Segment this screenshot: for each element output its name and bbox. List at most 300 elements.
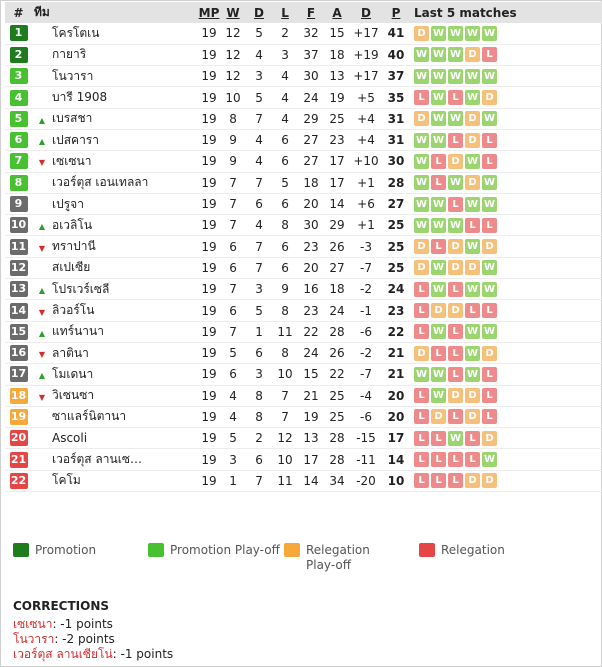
table-row[interactable] <box>5 23 602 44</box>
form-badge[interactable]: W <box>416 49 428 61</box>
form-badge[interactable]: L <box>448 409 463 424</box>
col-header-mp[interactable]: MP <box>198 2 220 23</box>
form-badge[interactable]: L <box>465 452 480 467</box>
rank-badge: 19 <box>10 409 27 423</box>
form-badge[interactable]: D <box>465 260 480 275</box>
form-cell <box>410 364 602 385</box>
form-cell <box>410 151 602 172</box>
form-badge[interactable]: W <box>467 155 479 167</box>
rank-cell <box>5 172 32 193</box>
form-badge[interactable]: D <box>448 154 463 169</box>
form-cell <box>410 44 602 65</box>
form-badge[interactable]: L <box>414 324 429 339</box>
form-badge[interactable]: W <box>433 283 445 295</box>
form-badge[interactable]: W <box>467 241 479 253</box>
form-badge[interactable]: D <box>448 239 463 254</box>
form-badge[interactable]: L <box>448 324 463 339</box>
form-badge[interactable]: L <box>482 218 497 233</box>
form-badge[interactable]: W <box>416 177 428 189</box>
form-badge[interactable]: W <box>433 390 445 402</box>
trend-cell <box>32 172 52 193</box>
form-badge[interactable]: L <box>448 133 463 148</box>
form-badge[interactable]: L <box>414 282 429 297</box>
form-badge[interactable]: L <box>482 409 497 424</box>
stat-a: 18 <box>324 44 350 65</box>
stat-a: 28 <box>324 321 350 342</box>
legend-swatch-playoff <box>148 543 164 557</box>
stat-w: 7 <box>220 172 246 193</box>
form-badge[interactable]: W <box>433 262 445 274</box>
stat-f: 29 <box>298 108 324 129</box>
form-badge[interactable]: D <box>465 111 480 126</box>
form-badge[interactable]: D <box>465 47 480 62</box>
rank-badge: 18 <box>10 388 27 402</box>
stat-diff: +17 <box>350 66 382 87</box>
stat-f: 37 <box>298 44 324 65</box>
rank-badge: 6 <box>10 132 28 148</box>
form-badge[interactable]: L <box>448 197 463 212</box>
team-name-link[interactable]: บารี 1908 <box>52 87 198 108</box>
rank-cell <box>5 279 32 300</box>
stat-a: 15 <box>324 23 350 44</box>
stat-mp: 19 <box>198 151 220 172</box>
team-name-link[interactable]: โปรเวร์เซลี <box>52 279 198 300</box>
form-badge[interactable]: D <box>482 431 497 446</box>
stat-l: 6 <box>272 257 298 278</box>
rank-cell <box>5 66 32 87</box>
form-badge[interactable]: D <box>465 175 480 190</box>
stat-d: 8 <box>246 385 272 406</box>
table-row[interactable] <box>5 215 602 236</box>
stat-points: 25 <box>382 257 410 278</box>
form-badge[interactable]: D <box>448 260 463 275</box>
correction-item <box>13 632 115 647</box>
stat-diff: -6 <box>350 321 382 342</box>
team-name-link[interactable]: เซเซนา <box>52 151 198 172</box>
table-row[interactable] <box>5 342 602 363</box>
team-name-link[interactable]: อเวลิโน <box>52 215 198 236</box>
form-badge[interactable]: W <box>467 368 479 380</box>
form-badge[interactable]: W <box>467 198 479 210</box>
stat-a: 22 <box>324 364 350 385</box>
stat-points: 31 <box>382 129 410 150</box>
form-badge[interactable]: L <box>431 154 446 169</box>
team-name-link[interactable]: ซาแลร์นิตานา <box>52 406 198 427</box>
form-badge[interactable]: W <box>450 177 462 189</box>
form-badge[interactable]: L <box>482 47 497 62</box>
trend-cell <box>32 193 52 214</box>
stat-w: 9 <box>220 129 246 150</box>
trend-cell <box>32 108 52 129</box>
form-badge[interactable]: L <box>465 303 480 318</box>
form-badge[interactable]: L <box>414 388 429 403</box>
form-badge[interactable]: L <box>448 367 463 382</box>
stat-f: 21 <box>298 385 324 406</box>
stat-diff: +1 <box>350 215 382 236</box>
stat-a: 17 <box>324 172 350 193</box>
stat-d: 7 <box>246 236 272 257</box>
form-badge[interactable]: W <box>484 113 496 125</box>
team-name-link[interactable]: เวอร์ตุส ลานเซ… <box>52 449 198 470</box>
table-row[interactable] <box>5 279 602 300</box>
stat-mp: 19 <box>198 428 220 449</box>
form-badge[interactable]: D <box>414 346 429 361</box>
form-badge[interactable]: D <box>482 473 497 488</box>
team-name-link[interactable]: โคโม <box>52 470 198 491</box>
stat-w: 6 <box>220 300 246 321</box>
form-badge[interactable]: W <box>484 177 496 189</box>
stat-l: 7 <box>272 406 298 427</box>
stat-a: 25 <box>324 108 350 129</box>
form-badge[interactable]: D <box>414 111 429 126</box>
form-badge[interactable]: L <box>414 452 429 467</box>
form-cell <box>410 66 602 87</box>
rank-badge: 7 <box>10 153 28 169</box>
form-badge[interactable]: W <box>433 113 445 125</box>
trend-up-icon: ▲ <box>38 371 46 381</box>
form-badge[interactable]: L <box>448 90 463 105</box>
form-badge[interactable]: D <box>414 26 429 41</box>
stat-a: 26 <box>324 342 350 363</box>
stat-l: 8 <box>272 215 298 236</box>
rank-badge: 1 <box>10 25 28 41</box>
stat-f: 16 <box>298 279 324 300</box>
team-name-link[interactable]: เปสคารา <box>52 129 198 150</box>
form-badge[interactable]: W <box>484 326 496 338</box>
form-badge[interactable]: L <box>431 239 446 254</box>
form-badge[interactable]: W <box>433 219 445 231</box>
stat-f: 15 <box>298 364 324 385</box>
stat-f: 19 <box>298 406 324 427</box>
stat-w: 6 <box>220 236 246 257</box>
legend-item-relegation-playoff <box>284 543 386 573</box>
form-cell <box>410 172 602 193</box>
stat-d: 3 <box>246 66 272 87</box>
team-name-link[interactable]: ลาตินา <box>52 342 198 363</box>
table-row[interactable] <box>5 66 602 87</box>
form-badge[interactable]: W <box>433 198 445 210</box>
rank-cell <box>5 342 32 363</box>
form-badge[interactable]: W <box>416 155 428 167</box>
form-badge[interactable]: L <box>414 303 429 318</box>
correction-team[interactable]: เซเซนา <box>13 617 53 631</box>
rank-cell <box>5 428 32 449</box>
rank-badge: 10 <box>10 218 27 232</box>
stat-a: 26 <box>324 236 350 257</box>
form-badge[interactable]: W <box>433 70 445 82</box>
rank-cell <box>5 236 32 257</box>
table-row[interactable] <box>5 108 602 129</box>
stat-w: 6 <box>220 364 246 385</box>
stat-diff: +4 <box>350 129 382 150</box>
table-row[interactable] <box>5 257 602 278</box>
stat-diff: +5 <box>350 87 382 108</box>
rank-badge: 22 <box>10 473 27 487</box>
form-badge[interactable]: D <box>465 388 480 403</box>
stat-w: 12 <box>220 44 246 65</box>
trend-cell <box>32 236 52 257</box>
col-header-l[interactable]: L <box>272 2 298 23</box>
stat-mp: 19 <box>198 215 220 236</box>
stat-mp: 19 <box>198 279 220 300</box>
rank-badge: 13 <box>10 282 27 296</box>
form-badge[interactable]: D <box>465 133 480 148</box>
form-badge[interactable]: W <box>484 262 496 274</box>
form-badge[interactable]: W <box>416 219 428 231</box>
form-badge[interactable]: W <box>450 219 462 231</box>
form-badge[interactable]: W <box>450 27 462 39</box>
form-badge[interactable]: W <box>467 347 479 359</box>
form-badge[interactable]: W <box>450 113 462 125</box>
form-badge[interactable]: L <box>482 303 497 318</box>
rank-cell <box>5 321 32 342</box>
stat-diff: -4 <box>350 385 382 406</box>
stat-diff: -7 <box>350 257 382 278</box>
stat-points: 21 <box>382 342 410 363</box>
stat-mp: 19 <box>198 385 220 406</box>
stat-w: 7 <box>220 193 246 214</box>
col-header-f[interactable]: F <box>298 2 324 23</box>
table-row[interactable] <box>5 406 602 427</box>
form-cell <box>410 215 602 236</box>
stat-f: 24 <box>298 342 324 363</box>
form-badge[interactable]: W <box>450 49 462 61</box>
team-name-link[interactable]: ทราปานี <box>52 236 198 257</box>
legend-swatch-relegation <box>419 543 435 557</box>
stat-d: 6 <box>246 342 272 363</box>
trend-down-icon: ▼ <box>38 243 46 253</box>
table-row[interactable] <box>5 193 602 214</box>
team-name-link[interactable]: แทร์นานา <box>52 321 198 342</box>
form-badge[interactable]: L <box>465 218 480 233</box>
team-name-link[interactable]: เบรสชา <box>52 108 198 129</box>
stat-f: 27 <box>298 151 324 172</box>
form-badge[interactable]: W <box>467 92 479 104</box>
stat-mp: 19 <box>198 449 220 470</box>
form-cell <box>410 193 602 214</box>
stat-w: 1 <box>220 470 246 491</box>
form-cell <box>410 449 602 470</box>
form-badge[interactable]: L <box>482 133 497 148</box>
stat-d: 3 <box>246 279 272 300</box>
legend-swatch-relegation-playoff <box>284 543 300 557</box>
table-row[interactable] <box>5 449 602 470</box>
stat-d: 7 <box>246 172 272 193</box>
form-badge[interactable]: W <box>467 283 479 295</box>
form-badge[interactable]: L <box>482 367 497 382</box>
team-name-link[interactable]: Ascoli <box>52 428 198 449</box>
team-name-link[interactable]: กายาริ <box>52 44 198 65</box>
team-name-link[interactable]: สเปเซีย <box>52 257 198 278</box>
form-badge[interactable]: W <box>467 27 479 39</box>
rank-cell <box>5 108 32 129</box>
stat-l: 4 <box>272 87 298 108</box>
team-name-link[interactable]: วิเซนซา <box>52 385 198 406</box>
stat-w: 3 <box>220 449 246 470</box>
table-row[interactable] <box>5 236 602 257</box>
form-badge[interactable]: D <box>431 303 446 318</box>
col-header-d[interactable]: D <box>246 2 272 23</box>
legend-label: Relegation <box>441 543 505 557</box>
form-badge[interactable]: W <box>467 326 479 338</box>
stat-l: 12 <box>272 428 298 449</box>
stat-l: 8 <box>272 300 298 321</box>
form-badge[interactable]: W <box>433 326 445 338</box>
form-badge[interactable]: L <box>414 473 429 488</box>
stat-mp: 19 <box>198 321 220 342</box>
rank-cell <box>5 257 32 278</box>
form-badge[interactable]: W <box>484 198 496 210</box>
form-badge[interactable]: W <box>416 368 428 380</box>
stat-f: 17 <box>298 449 324 470</box>
stat-f: 30 <box>298 215 324 236</box>
stat-points: 25 <box>382 215 410 236</box>
stat-a: 25 <box>324 385 350 406</box>
team-name-link[interactable]: โมเดนา <box>52 364 198 385</box>
col-header-a[interactable]: A <box>324 2 350 23</box>
stat-l: 8 <box>272 342 298 363</box>
legend-item-promotion <box>13 543 96 558</box>
rank-badge: 11 <box>10 239 27 253</box>
form-cell <box>410 279 602 300</box>
col-header-diff[interactable]: D <box>350 2 382 23</box>
stat-l: 4 <box>272 66 298 87</box>
form-badge[interactable]: L <box>465 431 480 446</box>
form-badge[interactable]: W <box>416 70 428 82</box>
stat-mp: 19 <box>198 406 220 427</box>
form-badge[interactable]: W <box>450 70 462 82</box>
form-badge[interactable]: D <box>465 473 480 488</box>
table-row[interactable] <box>5 129 602 150</box>
table-row[interactable] <box>5 300 602 321</box>
col-header-w[interactable]: W <box>220 2 246 23</box>
form-badge[interactable]: W <box>484 283 496 295</box>
trend-cell <box>32 87 52 108</box>
form-badge[interactable]: W <box>433 92 445 104</box>
form-badge[interactable]: L <box>431 431 446 446</box>
table-row[interactable] <box>5 385 602 406</box>
team-name-link[interactable]: โนวารา <box>52 66 198 87</box>
form-badge[interactable]: W <box>433 27 445 39</box>
stat-w: 8 <box>220 108 246 129</box>
stat-f: 20 <box>298 193 324 214</box>
form-badge[interactable]: L <box>482 388 497 403</box>
form-badge[interactable]: L <box>414 431 429 446</box>
form-badge[interactable]: D <box>431 409 446 424</box>
table-row[interactable] <box>5 87 602 108</box>
form-cell <box>410 257 602 278</box>
trend-cell <box>32 470 52 491</box>
form-badge[interactable]: L <box>414 90 429 105</box>
form-badge[interactable]: D <box>448 303 463 318</box>
col-header-points[interactable]: P <box>382 2 410 23</box>
trend-cell <box>32 406 52 427</box>
table-row[interactable] <box>5 321 602 342</box>
stat-mp: 19 <box>198 470 220 491</box>
col-header-rank[interactable]: # <box>5 2 32 23</box>
form-badge[interactable]: W <box>433 134 445 146</box>
team-name-link[interactable]: เวอร์ตุส เอนเทลลา <box>52 172 198 193</box>
correction-value: : -2 points <box>54 632 115 646</box>
table-row[interactable] <box>5 44 602 65</box>
form-badge[interactable]: L <box>448 473 463 488</box>
trend-cell <box>32 151 52 172</box>
form-badge[interactable]: D <box>414 260 429 275</box>
rank-badge: 12 <box>10 260 27 274</box>
form-badge[interactable]: L <box>448 282 463 297</box>
rank-cell <box>5 44 32 65</box>
table-row[interactable] <box>5 151 602 172</box>
form-badge[interactable]: W <box>467 70 479 82</box>
standings-body <box>5 23 602 492</box>
trend-cell <box>32 129 52 150</box>
form-badge[interactable]: L <box>448 452 463 467</box>
form-badge[interactable]: W <box>484 454 496 466</box>
form-cell <box>410 129 602 150</box>
rank-badge: 21 <box>10 452 27 466</box>
rank-cell <box>5 129 32 150</box>
stat-a: 27 <box>324 257 350 278</box>
form-badge[interactable]: L <box>431 175 446 190</box>
form-badge[interactable]: L <box>482 154 497 169</box>
table-row[interactable] <box>5 428 602 449</box>
stat-points: 25 <box>382 236 410 257</box>
form-badge[interactable]: W <box>484 70 496 82</box>
form-badge[interactable]: D <box>482 90 497 105</box>
form-badge[interactable]: D <box>448 388 463 403</box>
stat-points: 41 <box>382 23 410 44</box>
rank-cell <box>5 23 32 44</box>
form-badge[interactable]: L <box>431 473 446 488</box>
form-badge[interactable]: L <box>448 346 463 361</box>
form-badge[interactable]: D <box>414 239 429 254</box>
team-name-link[interactable]: เปรูจา <box>52 193 198 214</box>
table-row[interactable] <box>5 470 602 491</box>
stat-d: 5 <box>246 23 272 44</box>
stat-f: 20 <box>298 257 324 278</box>
stat-f: 14 <box>298 470 324 491</box>
team-name-link[interactable]: ลิวอร์โน <box>52 300 198 321</box>
form-badge[interactable]: W <box>433 368 445 380</box>
form-badge[interactable]: W <box>416 134 428 146</box>
correction-team[interactable]: โนวารา <box>13 632 55 646</box>
stat-a: 34 <box>324 470 350 491</box>
rank-badge: 9 <box>10 196 28 212</box>
form-badge[interactable]: L <box>431 452 446 467</box>
form-badge[interactable]: L <box>414 409 429 424</box>
stat-mp: 19 <box>198 87 220 108</box>
form-badge[interactable]: W <box>433 49 445 61</box>
stat-d: 5 <box>246 300 272 321</box>
form-badge[interactable]: L <box>431 346 446 361</box>
stat-mp: 19 <box>198 236 220 257</box>
table-row[interactable] <box>5 172 602 193</box>
rank-badge: 4 <box>10 90 28 106</box>
table-row[interactable] <box>5 364 602 385</box>
form-badge[interactable]: D <box>465 409 480 424</box>
col-header-team[interactable]: ทีม <box>32 2 198 23</box>
trend-cell <box>32 428 52 449</box>
rank-cell <box>5 385 32 406</box>
form-badge[interactable]: W <box>484 27 496 39</box>
stat-mp: 19 <box>198 193 220 214</box>
form-badge[interactable]: W <box>416 198 428 210</box>
form-badge[interactable]: W <box>450 432 462 444</box>
form-badge[interactable]: D <box>482 239 497 254</box>
team-name-link[interactable]: โครโตเน <box>52 23 198 44</box>
correction-team[interactable]: เวอร์ตุส ลานเซียโน่ <box>13 647 113 661</box>
form-badge[interactable]: D <box>482 346 497 361</box>
